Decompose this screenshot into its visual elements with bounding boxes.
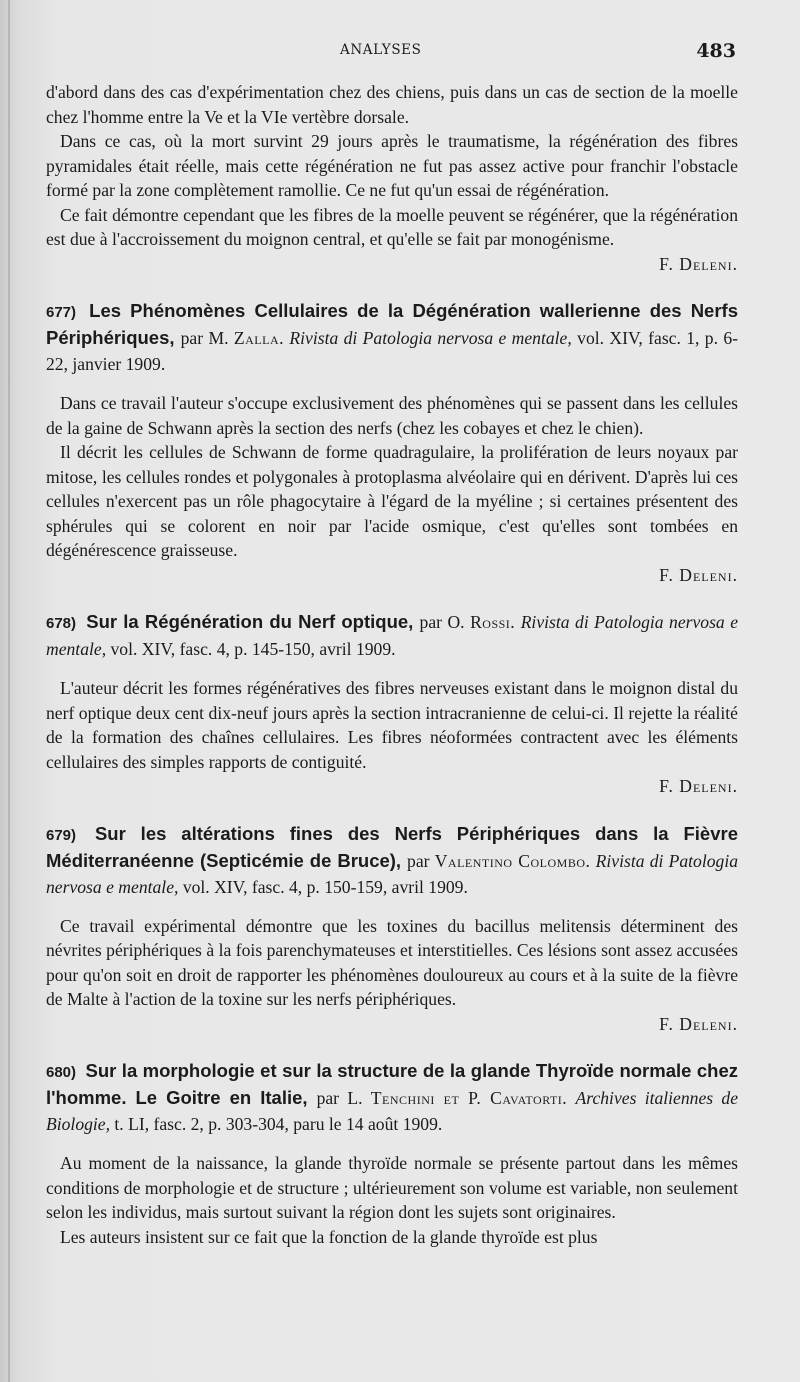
entry-number: 680) xyxy=(46,1064,77,1081)
entry-journal: Archives italiennes de Biologie, xyxy=(46,1088,739,1134)
intro-paragraph: Ce fait démontre cependant que les fibres de la moelle peuvent se régénérer, que la régénération est due à l'accroissement du moignon central, et qu'elle se fait par monogénisme. xyxy=(46,204,738,249)
intro-paragraph: Dans ce cas, où la mort survint 29 jours après le traumatisme, la régénération des fibres pyramidales était réelle, mais cette régénération ne fut pas assez active pour franchir l'obstacle formé par la zone complètement ramollie. Ce ne fut qu'un essai de régénération. xyxy=(46,131,738,200)
page-content xyxy=(46,80,738,1249)
binding-edge xyxy=(8,0,10,1382)
signature: F. Deleni. xyxy=(659,1013,738,1034)
entry-paragraph: Ce travail expérimental démontre que les toxines du bacillus melitensis déterminent des névrites périphériques à la fois parenchymateuses et interstitielles. Ces lésions sont assez accusées pour qu'on soit en droit de rapporter les phénomènes douloureux au cours et à la suite de la fièvre de Malte à l'action de la toxine sur les nerfs périphériques. xyxy=(46,915,738,1009)
page-number: 483 xyxy=(696,40,736,62)
abstract-entry-679 xyxy=(46,821,738,1037)
page-header xyxy=(0,42,800,66)
entry-citation: t. LI, fasc. 2, p. 303-304, paru le 14 août 1909. xyxy=(114,1114,443,1134)
entry-title: Sur les altérations fines des Nerfs Périphériques dans la Fièvre Méditerranéenne (Septicémie de Bruce), xyxy=(46,822,739,871)
entry-journal: Rivista di Patologia nervosa e mentale, xyxy=(46,850,739,897)
intro-paragraph: d'abord dans des cas d'expérimentation chez des chiens, puis dans un cas de section de la moelle chez l'homme entre la Ve et la VIe vertèbre dorsale. xyxy=(46,82,738,127)
entry-title: Sur la Régénération du Nerf optique, xyxy=(86,611,414,632)
entry-heading xyxy=(46,298,738,377)
entry-heading xyxy=(46,821,738,900)
entry-reference: par M. Zalla. Rivista di Patologia nervosa e mentale, vol. XIV, fasc. 1, p. 6-22, janvier 1909. xyxy=(46,328,739,374)
entry-title: Sur la morphologie et sur la structure de la glande Thyroïde normale chez l'homme. Le Goitre en Italie, xyxy=(46,1060,738,1108)
entry-paragraph: Les auteurs insistent sur ce fait que la fonction de la glande thyroïde est plus xyxy=(60,1226,598,1247)
signature: F. Deleni. xyxy=(659,253,738,274)
entry-reference: par L. Tenchini et P. Cavatorti. Archives italiennes de Biologie, t. LI, fasc. 2, p. 303-304, paru le 14 août 1909. xyxy=(46,1088,739,1134)
entry-paragraph: Dans ce travail l'auteur s'occupe exclusivement des phénomènes qui se passent dans les cellules de la gaine de Schwann après la section des nerfs (chez les cobayes et chez le chien). xyxy=(46,393,738,438)
abstract-entry-677 xyxy=(46,298,738,587)
entry-journal: Rivista di Patologia nervosa e mentale, xyxy=(289,328,572,348)
entry-author: Zalla. xyxy=(233,328,285,348)
abstract-entry-678 xyxy=(46,609,738,799)
entry-heading xyxy=(46,1058,738,1137)
entry-title: Les Phénomènes Cellulaires de la Dégénération wallerienne des Nerfs Périphériques, xyxy=(46,300,738,348)
entry-number: 679) xyxy=(46,826,77,844)
entry-journal: Rivista di Patologia nervosa e mentale, xyxy=(46,612,739,659)
entry-author: Tenchini et P. Cavatorti. xyxy=(370,1088,568,1108)
entry-paragraph: Il décrit les cellules de Schwann de forme quadragulaire, la prolifération de leurs noyaux par mitose, les cellules rondes et polygonales à protoplasma alvéolaire qui en dérivent. D'après lui ces cellules n'exercent pas un rôle phagocytaire à l'égard de la myéline ; si certaines présentent des sphérules qui se colorent en noir par l'acide osmique, c'est qu'elles sont tombées en dégénérescence graisseuse. xyxy=(46,442,738,560)
entry-reference: par O. Rossi. Rivista di Patologia nervosa e mentale, vol. XIV, fasc. 4, p. 145-150, avril 1909. xyxy=(46,612,739,659)
entry-number: 677) xyxy=(46,304,77,321)
entry-number: 678) xyxy=(46,615,77,632)
signature: F. Deleni. xyxy=(659,564,738,585)
entry-author: Valentino Colombo. xyxy=(434,850,591,871)
entry-reference: par Valentino Colombo. Rivista di Patologia nervosa e mentale, vol. XIV, fasc. 4, p. 150-159, avril 1909. xyxy=(46,850,739,897)
entry-heading xyxy=(46,609,738,662)
entry-paragraph: L'auteur décrit les formes régénératives des fibres nerveuses existant dans le moignon distal du nerf optique deux cent dix-neuf jours après la section intracranienne de celui-ci. Il rejette la réalité de la formation des chaînes cellulaires. Les fibres néoformées contractent avec les éléments cellulaires des simples rapports de contiguité. xyxy=(46,678,738,772)
signature: F. Deleni. xyxy=(659,776,738,796)
running-head: ANALYSES xyxy=(340,42,422,58)
entry-paragraph: Au moment de la naissance, la glande thyroïde normale se présente partout dans les mêmes conditions de morphologie et de structure ; ultérieurement son volume est variable, non seulement selon les individus, mais surtout suivant la région dont les sujets sont originaires. xyxy=(46,1153,738,1222)
entry-citation: vol. XIV, fasc. 4, p. 150-159, avril 1909. xyxy=(182,876,468,897)
entry-citation: vol. XIV, fasc. 1, p. 6-22, janvier 1909. xyxy=(46,328,739,374)
abstract-entry-680 xyxy=(46,1058,738,1249)
entry-author: Rossi. xyxy=(470,612,516,632)
entry-citation: vol. XIV, fasc. 4, p. 145-150, avril 1909. xyxy=(110,639,396,659)
